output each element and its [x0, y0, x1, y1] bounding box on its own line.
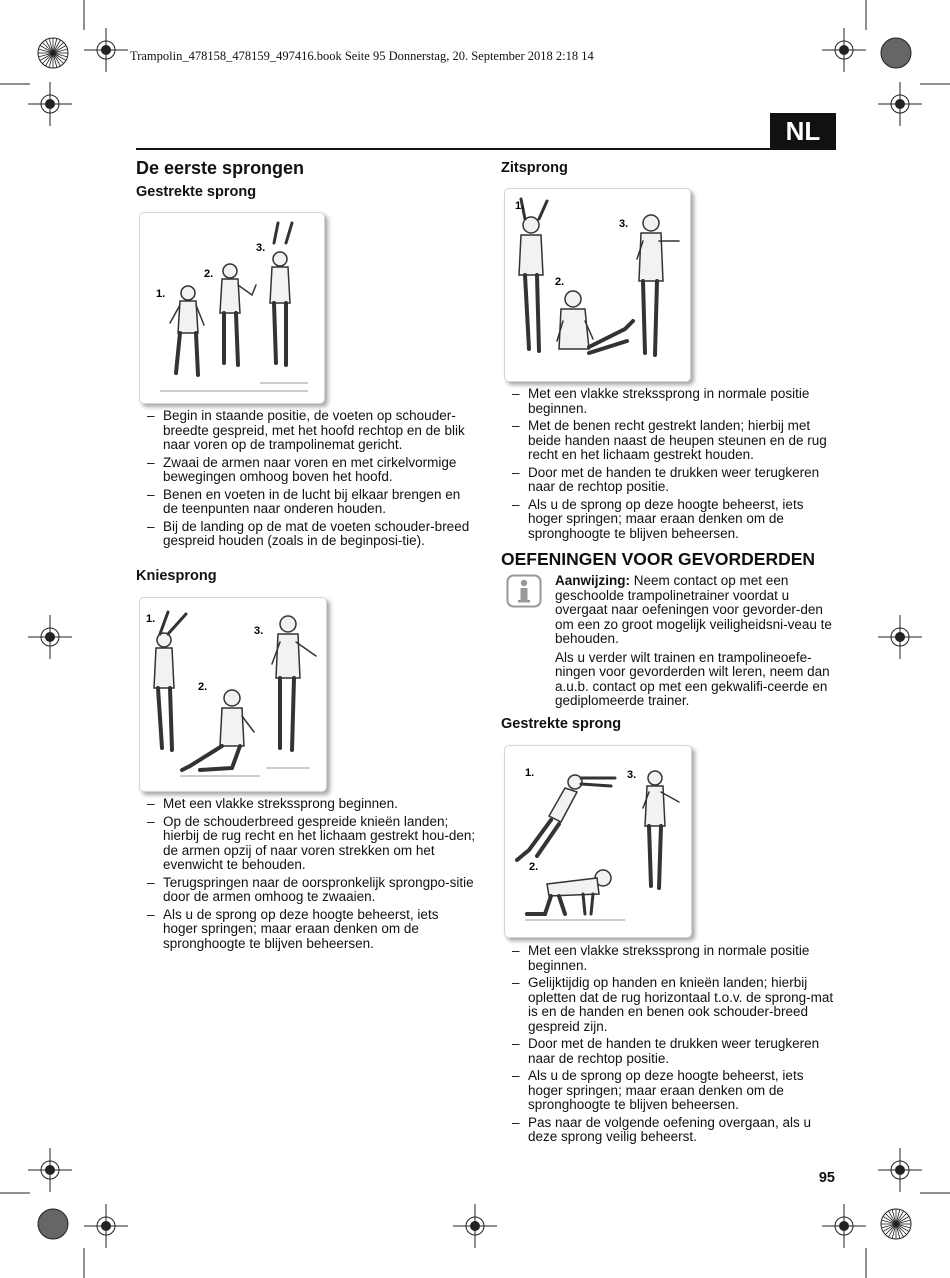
- illustration-dive-jump: [505, 746, 691, 937]
- list-item: – Op de schouderbreed gespreide knieën landen; hierbij de rug recht en het lichaam gestrekt hou-den; de armen opzij of naar voren strekken om het evenwicht te behouden.: [136, 815, 476, 873]
- step-label: 2.: [198, 681, 208, 693]
- list-item: – Als u de sprong op deze hoogte beheerst, iets hoger springen; maar eraan denken om de spronghoogte te blijven beheersen.: [136, 908, 476, 952]
- heading-advanced-exercises: OEFENINGEN VOOR GEVORDERDEN: [501, 549, 816, 569]
- list-item: – Pas naar de volgende oefening overgaan, als u deze sprong veilig beheerst.: [501, 1116, 837, 1145]
- list-gestrekte-sprong: [136, 409, 476, 552]
- figure-zitsprong: [504, 188, 691, 382]
- list-item: – Als u de sprong op deze hoogte beheerst, iets hoger springen; maar eraan denken om de spronghoogte te blijven beheersen.: [501, 1069, 837, 1113]
- list-item: – Met een vlakke strekssprong in normale positie beginnen.: [501, 387, 837, 416]
- step-label: 3.: [619, 218, 629, 230]
- list-item: – Met een vlakke strekssprong beginnen.: [136, 797, 476, 812]
- illustration-seat-jump: [505, 189, 690, 381]
- step-label: 1.: [146, 613, 156, 625]
- note-box: [555, 574, 837, 713]
- heading-kniesprong: Kniesprong: [136, 568, 217, 584]
- list-item: – Benen en voeten in de lucht bij elkaar brengen en de teenpunten naar onderen houden.: [136, 488, 476, 517]
- figure-gestrekte-sprong-advanced: [504, 745, 692, 938]
- step-label: 3.: [256, 242, 266, 254]
- illustration-straight-jump: [140, 213, 324, 403]
- illustration-knee-jump: [140, 598, 326, 791]
- print-slug: Trampolin_478158_478159_497416.book Seite 95 Donnerstag, 20. September 2018 2:18 14: [130, 49, 594, 63]
- heading-gestrekte-sprong-advanced: Gestrekte sprong: [501, 716, 622, 732]
- list-item: – Terugspringen naar de oorspronkelijk sprongpo-sitie door de armen omhoog te zwaaien.: [136, 876, 476, 905]
- heading-zitsprong: Zitsprong: [501, 160, 568, 176]
- list-kniesprong: [136, 797, 476, 954]
- section-title: De eerste sprongen: [136, 158, 305, 178]
- list-item: – Met de benen recht gestrekt landen; hierbij met beide handen naast de heupen steunen en de rug recht en het lichaam gestrekt houden.: [501, 419, 837, 463]
- list-item: – Als u de sprong op deze hoogte beheerst, iets hoger springen; maar eraan denken om de spronghoogte te blijven beheersen.: [501, 498, 837, 542]
- step-label: 3.: [627, 769, 637, 781]
- list-item: – Gelijktijdig op handen en knieën landen; hierbij opletten dat de rug horizontaal t.o.v. de sprong-mat is en de handen en benen ook schouder-breed gespreid zijn.: [501, 976, 837, 1034]
- figure-gestrekte-sprong: [139, 212, 325, 404]
- step-label: 1.: [156, 288, 166, 300]
- list-item: – Door met de handen te drukken weer terugkeren naar de rechtop positie.: [501, 466, 837, 495]
- step-label: 1.: [525, 767, 535, 779]
- page-number: 95: [818, 1170, 835, 1186]
- heading-gestrekte-sprong: Gestrekte sprong: [136, 184, 257, 200]
- list-item: – Met een vlakke strekssprong in normale positie beginnen.: [501, 944, 837, 973]
- step-label: 1.: [515, 200, 525, 212]
- list-item: – Begin in staande positie, de voeten op schouder-breedte gespreid, met het hoofd rechtop en de blik naar voren op de trampolinemat gericht.: [136, 409, 476, 453]
- note-text: Neem contact op met een geschoolde trampolinetrainer voordat u overgaat naar oefeningen voor gevorder-den om een zo groot mogelijk veiligheidsni-veau te behouden.: [555, 573, 832, 646]
- list-zitsprong: [501, 387, 837, 544]
- list-item: – Zwaai de armen naar voren en met cirkelvormige bewegingen omhoog boven het hoofd.: [136, 456, 476, 485]
- language-tab: NL: [770, 113, 836, 150]
- header-rule: [136, 148, 836, 150]
- note-paragraph-2: Als u verder wilt trainen en trampolineoefe-ningen voor gevorderden wilt leren, neem dan a.u.b. contact op met een gekwalifi-ceerde en gediplomeerde trainer.: [555, 649, 830, 708]
- step-label: 2.: [204, 268, 214, 280]
- note-paragraph: [555, 574, 837, 647]
- step-label: 2.: [555, 276, 565, 288]
- figure-kniesprong: [139, 597, 327, 792]
- step-label: 2.: [529, 861, 539, 873]
- info-icon: [506, 574, 542, 608]
- step-label: 3.: [254, 625, 264, 637]
- list-item: – Door met de handen te drukken weer terugkeren naar de rechtop positie.: [501, 1037, 837, 1066]
- list-item: – Bij de landing op de mat de voeten schouder-breed gespreid houden (zoals in de beginposi-tie).: [136, 520, 476, 549]
- note-label: Aanwijzing:: [555, 573, 630, 588]
- list-gestrekte-sprong-advanced: [501, 944, 837, 1148]
